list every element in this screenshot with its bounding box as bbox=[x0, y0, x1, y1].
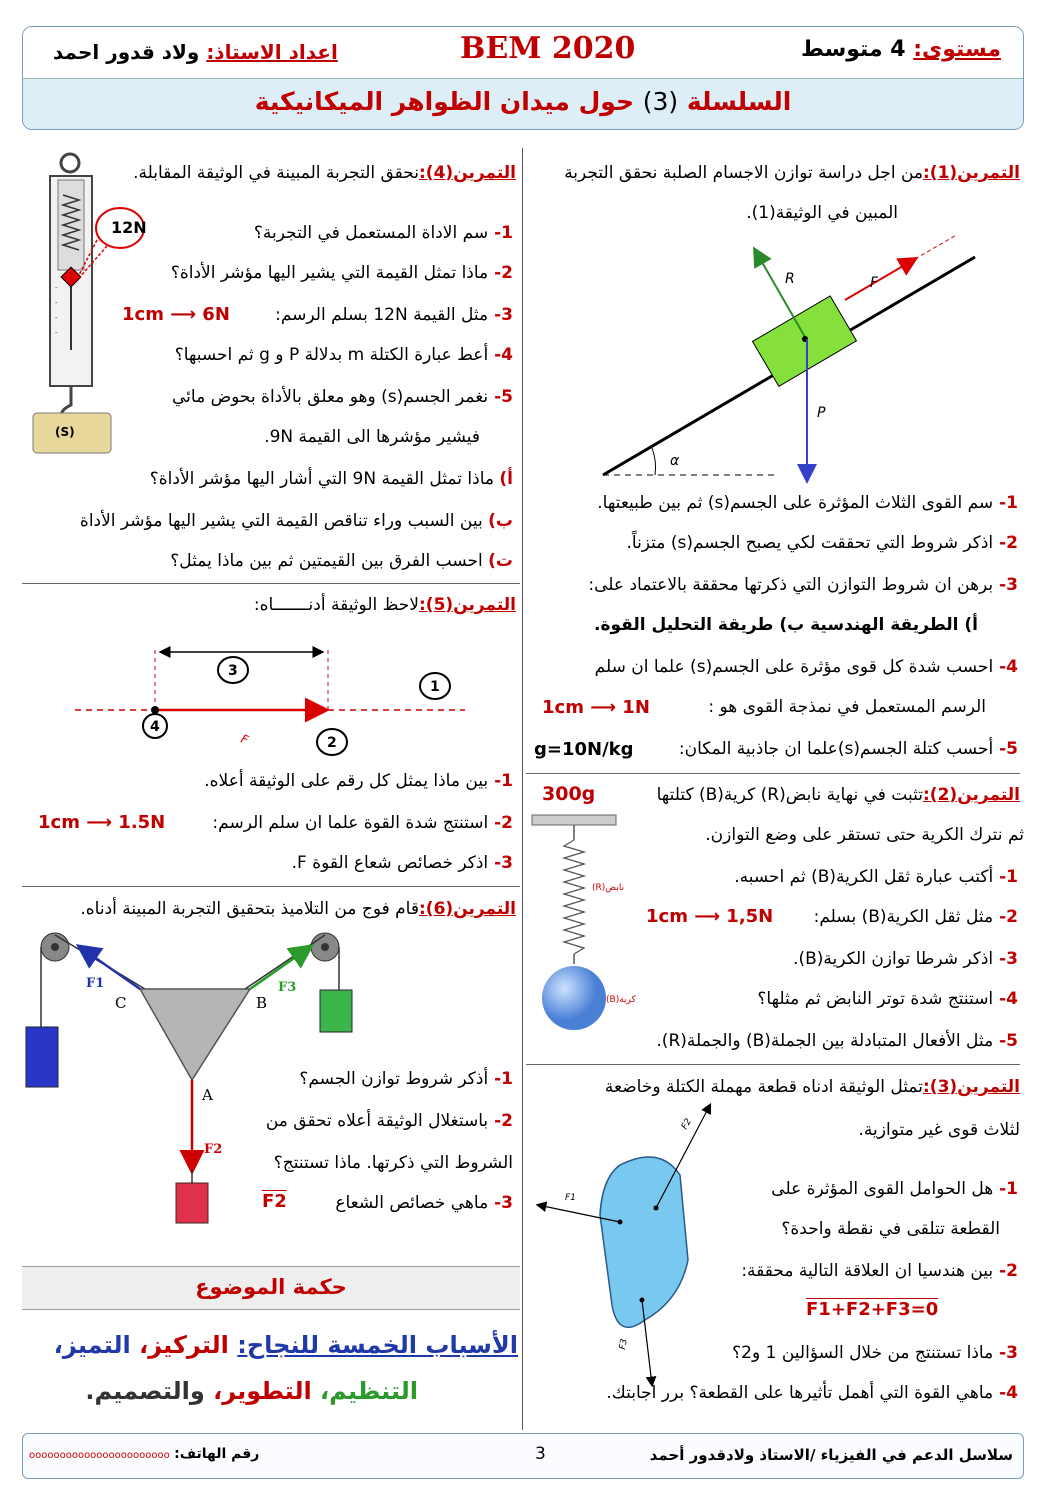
series-title: السلسلة (3) حول ميدان الظواهر الميكانيكية bbox=[254, 87, 792, 116]
page-header bbox=[22, 26, 1024, 130]
svg-text:F2: F2 bbox=[204, 1142, 223, 1157]
svg-text:1: 1 bbox=[430, 679, 440, 695]
wisdom-title-bar: حكمة الموضوع bbox=[22, 1266, 520, 1310]
force-figure bbox=[70, 630, 470, 770]
svg-text:-: - bbox=[55, 284, 58, 292]
svg-text:F3: F3 bbox=[618, 1338, 630, 1351]
level-label: مستوى: 4 متوسط bbox=[801, 37, 1001, 62]
exam-title: BEM 2020 bbox=[460, 31, 636, 66]
wisdom-line-2: التنظيم، التطوير، والتصميم. bbox=[85, 1377, 418, 1405]
svg-text:R: R bbox=[785, 271, 795, 287]
plate-figure bbox=[530, 1100, 750, 1400]
svg-text:F: F bbox=[238, 731, 251, 748]
svg-text:-: - bbox=[55, 329, 58, 337]
page-footer: سلاسل الدعم في الفيزياء /الاستاذ ولادقدور أحمد 3 رقم الهاتف: ooooooooooooooooooooooo bbox=[22, 1433, 1024, 1479]
incline-figure bbox=[595, 235, 985, 485]
svg-text:F3: F3 bbox=[278, 980, 297, 995]
svg-text:P: P bbox=[817, 405, 826, 421]
svg-text:F1: F1 bbox=[565, 1193, 576, 1203]
svg-text:α: α bbox=[670, 453, 680, 469]
page-number: 3 bbox=[535, 1444, 546, 1464]
svg-text:F: F bbox=[870, 275, 879, 291]
svg-text:A: A bbox=[202, 1086, 213, 1104]
svg-text:F2: F2 bbox=[679, 1117, 695, 1132]
column-divider bbox=[522, 148, 523, 1430]
svg-text:3: 3 bbox=[228, 663, 238, 679]
wisdom-line-1: الأسباب الخمسة للنجاح: التركيز، التميز، bbox=[53, 1331, 518, 1359]
svg-text:C: C bbox=[115, 994, 127, 1012]
svg-text:-: - bbox=[55, 314, 58, 322]
svg-text:B: B bbox=[256, 994, 268, 1012]
svg-text:4: 4 bbox=[150, 719, 160, 735]
author: اعداد الاستاذ: ولاد قدور احمد bbox=[53, 40, 338, 64]
scale-ex1: 1cm ⟶ 1N bbox=[542, 697, 650, 718]
phone: رقم الهاتف: ooooooooooooooooooooooo bbox=[29, 1446, 260, 1462]
svg-text:2: 2 bbox=[327, 735, 337, 751]
svg-text:-: - bbox=[55, 299, 58, 307]
svg-text:F1: F1 bbox=[86, 976, 105, 991]
